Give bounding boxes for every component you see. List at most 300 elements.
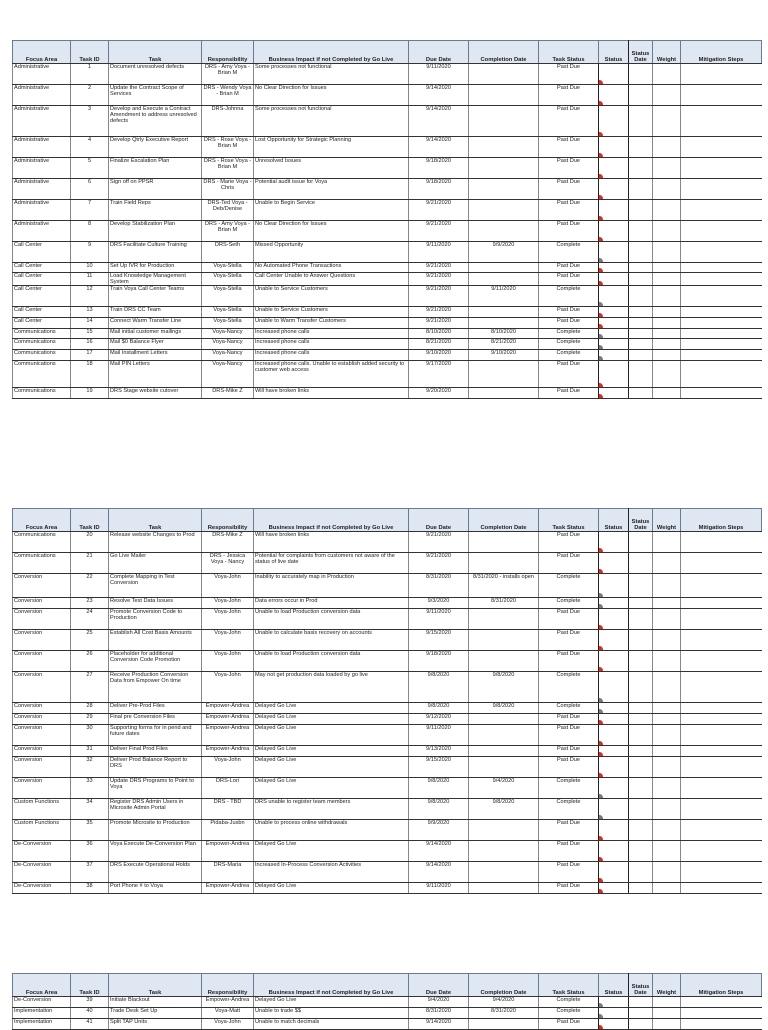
- task-id-cell: 16: [71, 339, 109, 350]
- mitigation-steps-cell: [681, 361, 762, 388]
- weight-cell: [653, 85, 681, 106]
- focus-area-cell: Custom Functions: [13, 820, 71, 841]
- task-id-cell: 26: [71, 651, 109, 672]
- mitigation-steps-cell: [681, 609, 762, 630]
- completion-date-cell: [469, 106, 539, 137]
- focus-area-cell: Administrative: [13, 179, 71, 200]
- status-date-cell: [629, 137, 653, 158]
- responsibility-cell: DRS-Lori: [202, 778, 254, 799]
- due-date-cell: 9/15/2020: [409, 630, 469, 651]
- mitigation-steps-cell: [681, 85, 762, 106]
- weight-cell: [653, 883, 681, 894]
- table-row: [13, 339, 762, 350]
- focus-area-cell: Conversion: [13, 630, 71, 651]
- task-id-cell: 10: [71, 263, 109, 273]
- focus-area-cell: Call Center: [13, 263, 71, 273]
- status-header: Status: [599, 41, 629, 64]
- status-cell: [599, 350, 629, 361]
- status-date-cell: [629, 286, 653, 307]
- responsibility-cell: Empower-Andrea: [202, 883, 254, 894]
- table-row: [13, 179, 762, 200]
- task-cell: Mail $0 Balance Flyer: [109, 339, 202, 350]
- weight-cell: [653, 746, 681, 757]
- completion-date-cell: 8/31/2020 - installs open: [469, 574, 539, 598]
- mitigation-steps-cell: [681, 532, 762, 553]
- business-impact-header: Business Impact if not Completed by Go Live: [254, 41, 409, 64]
- weight-header: Weight: [653, 974, 681, 997]
- focus-area-cell: Administrative: [13, 137, 71, 158]
- status-date-header: Status Date: [629, 41, 653, 64]
- task-status-cell: Past Due: [539, 361, 599, 388]
- task-cell: Establish All Cost Basis Amounts: [109, 630, 202, 651]
- table-row: [13, 997, 762, 1008]
- status-date-cell: [629, 883, 653, 894]
- due-date-cell: 9/14/2020: [409, 841, 469, 862]
- business-impact-cell: Unable to Warm Transfer Customers: [254, 318, 409, 329]
- task-id-cell: 41: [71, 1019, 109, 1030]
- task-id-cell: 34: [71, 799, 109, 820]
- completion-date-cell: 8/21/2020: [469, 339, 539, 350]
- due-date-cell: 9/21/2020: [409, 221, 469, 242]
- status-date-cell: [629, 307, 653, 318]
- status-date-cell: [629, 64, 653, 85]
- task-status-cell: Past Due: [539, 388, 599, 399]
- status-date-cell: [629, 841, 653, 862]
- task-id-cell: 9: [71, 242, 109, 263]
- task-cell: Split TAP Units: [109, 1019, 202, 1030]
- due-date-cell: 9/18/2020: [409, 158, 469, 179]
- task-status-cell: Past Due: [539, 273, 599, 286]
- task-id-cell: 33: [71, 778, 109, 799]
- focus-area-cell: Communications: [13, 532, 71, 553]
- task-cell: Finalize Escalation Plan: [109, 158, 202, 179]
- task-status-cell: Past Due: [539, 221, 599, 242]
- completion-date-cell: [469, 388, 539, 399]
- table-row: [13, 746, 762, 757]
- table-row: [13, 1019, 762, 1030]
- table-row: [13, 158, 762, 179]
- responsibility-cell: Empower-Andrea: [202, 714, 254, 725]
- task-status-cell: Past Due: [539, 862, 599, 883]
- task-status-cell: Past Due: [539, 64, 599, 85]
- business-impact-cell: Some processes not functional: [254, 106, 409, 137]
- mitigation-steps-cell: [681, 1019, 762, 1030]
- status-cell: [599, 339, 629, 350]
- due-date-cell: 9/17/2020: [409, 361, 469, 388]
- table-row: [13, 64, 762, 85]
- responsibility-cell: Voya-Nancy: [202, 329, 254, 339]
- status-date-cell: [629, 388, 653, 399]
- status-cell: [599, 286, 629, 307]
- table-row: [13, 820, 762, 841]
- task-status-cell: Complete: [539, 286, 599, 307]
- status-date-cell: [629, 574, 653, 598]
- business-impact-cell: Will have broken links: [254, 532, 409, 553]
- focus-area-cell: Communications: [13, 388, 71, 399]
- mitigation-steps-cell: [681, 307, 762, 318]
- responsibility-cell: Voya-John: [202, 574, 254, 598]
- task-id-cell: 18: [71, 361, 109, 388]
- task-id-cell: 7: [71, 200, 109, 221]
- task-status-cell: Past Due: [539, 820, 599, 841]
- mitigation-steps-cell: [681, 746, 762, 757]
- business-impact-cell: Unresolved Issues: [254, 158, 409, 179]
- focus-area-cell: Communications: [13, 329, 71, 339]
- status-cell: [599, 841, 629, 862]
- business-impact-cell: Unable to load Production conversion data: [254, 609, 409, 630]
- status-cell: [599, 630, 629, 651]
- status-cell: [599, 242, 629, 263]
- weight-cell: [653, 630, 681, 651]
- task-cell: Deliver Final Prod Files: [109, 746, 202, 757]
- weight-cell: [653, 609, 681, 630]
- responsibility-cell: DRS - Marie Voya - Chris: [202, 179, 254, 200]
- status-date-cell: [629, 862, 653, 883]
- task-cell: Develop and Execute a Contract Amendment to address unresolved defects: [109, 106, 202, 137]
- responsibility-cell: Voya-Stella: [202, 273, 254, 286]
- task-cell: Release website Changes to Prod: [109, 532, 202, 553]
- business-impact-cell: Unable to process online withdrawals: [254, 820, 409, 841]
- task-id-cell: 14: [71, 318, 109, 329]
- focus-area-cell: Communications: [13, 350, 71, 361]
- status-cell: [599, 85, 629, 106]
- task-cell: Set Up IVR for Production: [109, 263, 202, 273]
- task-cell: Load Knowledge Management System: [109, 273, 202, 286]
- status-cell: [599, 64, 629, 85]
- mitigation-steps-cell: [681, 388, 762, 399]
- status-cell: [599, 574, 629, 598]
- task-id-cell: 15: [71, 329, 109, 339]
- status-cell: [599, 532, 629, 553]
- status-cell: [599, 329, 629, 339]
- completion-date-cell: [469, 651, 539, 672]
- task-status-cell: Complete: [539, 242, 599, 263]
- weight-cell: [653, 672, 681, 703]
- task-status-header: Task Status: [539, 509, 599, 532]
- focus-area-cell: Call Center: [13, 318, 71, 329]
- task-status-cell: Past Due: [539, 609, 599, 630]
- status-date-cell: [629, 757, 653, 778]
- task-cell: Train Field Reps: [109, 200, 202, 221]
- mitigation-steps-cell: [681, 703, 762, 714]
- task-status-cell: Past Due: [539, 651, 599, 672]
- task-status-cell: Past Due: [539, 532, 599, 553]
- due-date-cell: 9/8/2020: [409, 672, 469, 703]
- due-date-cell: 9/20/2020: [409, 388, 469, 399]
- task-id-cell: 37: [71, 862, 109, 883]
- weight-cell: [653, 158, 681, 179]
- task-cell: Train DRS CC Team: [109, 307, 202, 318]
- mitigation-steps-cell: [681, 200, 762, 221]
- status-date-cell: [629, 553, 653, 574]
- focus-area-cell: Conversion: [13, 778, 71, 799]
- business-impact-cell: Some processes not functional: [254, 64, 409, 85]
- task-id-cell: 1: [71, 64, 109, 85]
- focus-area-cell: Conversion: [13, 672, 71, 703]
- business-impact-cell: No Clear Direction for Issues: [254, 221, 409, 242]
- weight-cell: [653, 651, 681, 672]
- task-status-cell: Past Due: [539, 746, 599, 757]
- completion-date-header: Completion Date: [469, 509, 539, 532]
- task-status-cell: Past Due: [539, 106, 599, 137]
- task-id-cell: 40: [71, 1008, 109, 1019]
- business-impact-cell: Unable to trade $$: [254, 1008, 409, 1019]
- status-date-cell: [629, 200, 653, 221]
- completion-date-header: Completion Date: [469, 974, 539, 997]
- due-date-cell: 9/13/2020: [409, 746, 469, 757]
- completion-date-cell: [469, 1019, 539, 1030]
- weight-cell: [653, 329, 681, 339]
- completion-date-cell: [469, 820, 539, 841]
- status-cell: [599, 553, 629, 574]
- task-cell: Deliver Prod Balance Report to DRS: [109, 757, 202, 778]
- focus-area-cell: Call Center: [13, 286, 71, 307]
- due-date-cell: 9/15/2020: [409, 757, 469, 778]
- weight-cell: [653, 242, 681, 263]
- status-date-cell: [629, 703, 653, 714]
- due-date-cell: 9/14/2020: [409, 106, 469, 137]
- due-date-cell: 9/9/2020: [409, 820, 469, 841]
- mitigation-steps-cell: [681, 630, 762, 651]
- completion-date-cell: 8/10/2020: [469, 329, 539, 339]
- task-status-cell: Complete: [539, 672, 599, 703]
- weight-cell: [653, 1008, 681, 1019]
- responsibility-cell: Voya-Nancy: [202, 339, 254, 350]
- task-cell: Develop Stabilization Plan: [109, 221, 202, 242]
- status-date-cell: [629, 242, 653, 263]
- responsibility-cell: Voya-Stella: [202, 263, 254, 273]
- task-cell: Mail PIN Letters: [109, 361, 202, 388]
- status-cell: [599, 862, 629, 883]
- status-cell: [599, 672, 629, 703]
- task-status-cell: Complete: [539, 799, 599, 820]
- table-section-2: [12, 508, 761, 894]
- due-date-cell: 9/14/2020: [409, 137, 469, 158]
- responsibility-cell: DRS - Rose Voya - Brian M: [202, 137, 254, 158]
- table-section-1: [12, 40, 761, 399]
- business-impact-cell: Delayed Go Live: [254, 997, 409, 1008]
- task-cell: Supporting forms for in pend and future dates: [109, 725, 202, 746]
- task-status-cell: Complete: [539, 703, 599, 714]
- task-status-cell: Past Due: [539, 137, 599, 158]
- due-date-header: Due Date: [409, 509, 469, 532]
- task-id-cell: 35: [71, 820, 109, 841]
- table-row: [13, 672, 762, 703]
- focus-area-cell: Administrative: [13, 106, 71, 137]
- weight-cell: [653, 200, 681, 221]
- responsibility-cell: DRS-Mike Z: [202, 388, 254, 399]
- task-status-cell: Past Due: [539, 883, 599, 894]
- status-cell: [599, 883, 629, 894]
- weight-cell: [653, 714, 681, 725]
- task-id-cell: 32: [71, 757, 109, 778]
- task-status-cell: Complete: [539, 339, 599, 350]
- mitigation-steps-cell: [681, 329, 762, 339]
- completion-date-cell: 8/31/2020: [469, 1008, 539, 1019]
- completion-date-cell: [469, 361, 539, 388]
- task-cell: Mail Installment Letters: [109, 350, 202, 361]
- completion-date-cell: [469, 64, 539, 85]
- task-id-cell: 12: [71, 286, 109, 307]
- table-row: [13, 841, 762, 862]
- due-date-cell: 9/21/2020: [409, 200, 469, 221]
- task-cell: Promote Conversion Code to Production: [109, 609, 202, 630]
- status-cell: [599, 1019, 629, 1030]
- completion-date-cell: [469, 200, 539, 221]
- business-impact-cell: Delayed Go Live: [254, 703, 409, 714]
- focus-area-cell: Conversion: [13, 746, 71, 757]
- status-date-cell: [629, 85, 653, 106]
- focus-area-cell: Administrative: [13, 158, 71, 179]
- task-cell: Mail initial customer mailings: [109, 329, 202, 339]
- task-cell: Go Live Mailer: [109, 553, 202, 574]
- weight-cell: [653, 532, 681, 553]
- mitigation-steps-cell: [681, 862, 762, 883]
- mitigation-steps-cell: [681, 997, 762, 1008]
- task-status-cell: Past Due: [539, 200, 599, 221]
- table-row: [13, 200, 762, 221]
- business-impact-cell: Delayed Go Live: [254, 746, 409, 757]
- business-impact-cell: Unable to load Production conversion data: [254, 651, 409, 672]
- status-cell: [599, 725, 629, 746]
- mitigation-steps-cell: [681, 841, 762, 862]
- task-id-cell: 23: [71, 598, 109, 609]
- task-id-cell: 13: [71, 307, 109, 318]
- weight-cell: [653, 820, 681, 841]
- status-date-cell: [629, 799, 653, 820]
- completion-date-cell: [469, 609, 539, 630]
- status-cell: [599, 388, 629, 399]
- due-date-cell: 9/11/2020: [409, 609, 469, 630]
- business-impact-cell: Unable to Service Customers: [254, 307, 409, 318]
- task-cell: Port Phone # to Voya: [109, 883, 202, 894]
- table-row: [13, 883, 762, 894]
- task-status-cell: Complete: [539, 598, 599, 609]
- status-date-cell: [629, 630, 653, 651]
- weight-cell: [653, 318, 681, 329]
- status-cell: [599, 273, 629, 286]
- completion-date-cell: [469, 263, 539, 273]
- due-date-cell: 9/21/2020: [409, 532, 469, 553]
- mitigation-steps-cell: [681, 273, 762, 286]
- weight-cell: [653, 1019, 681, 1030]
- status-cell: [599, 200, 629, 221]
- status-cell: [599, 820, 629, 841]
- due-date-cell: 9/12/2020: [409, 714, 469, 725]
- mitigation-steps-cell: [681, 106, 762, 137]
- completion-date-cell: 9/8/2020: [469, 672, 539, 703]
- due-date-cell: 9/8/2020: [409, 799, 469, 820]
- task-status-cell: Past Due: [539, 553, 599, 574]
- completion-date-cell: 9/4/2020: [469, 778, 539, 799]
- business-impact-cell: Delayed Go Live: [254, 725, 409, 746]
- completion-date-cell: [469, 307, 539, 318]
- business-impact-cell: Potential audit issue for Voya: [254, 179, 409, 200]
- table-row: [13, 85, 762, 106]
- business-impact-cell: Data errors occur in Prod: [254, 598, 409, 609]
- mitigation-steps-cell: [681, 221, 762, 242]
- status-cell: [599, 221, 629, 242]
- table-row: [13, 307, 762, 318]
- completion-date-cell: [469, 532, 539, 553]
- status-date-cell: [629, 350, 653, 361]
- focus-area-cell: Implementation: [13, 1008, 71, 1019]
- status-date-cell: [629, 318, 653, 329]
- mitigation-steps-cell: [681, 651, 762, 672]
- table-row: [13, 725, 762, 746]
- task-status-cell: Past Due: [539, 841, 599, 862]
- weight-cell: [653, 307, 681, 318]
- responsibility-cell: DRS - Jessica Voya - Nancy: [202, 553, 254, 574]
- due-date-cell: 9/21/2020: [409, 263, 469, 273]
- completion-date-cell: [469, 318, 539, 329]
- weight-cell: [653, 725, 681, 746]
- table-row: [13, 273, 762, 286]
- responsibility-cell: DRS-Ted Voya - Deb/Denise: [202, 200, 254, 221]
- mitigation-steps-header: Mitigation Steps: [681, 974, 762, 997]
- business-impact-cell: May not get production data loaded by go live: [254, 672, 409, 703]
- task-status-cell: Past Due: [539, 179, 599, 200]
- weight-cell: [653, 350, 681, 361]
- mitigation-steps-cell: [681, 574, 762, 598]
- weight-cell: [653, 263, 681, 273]
- task-cell: Train Voya Call Center Teams: [109, 286, 202, 307]
- weight-cell: [653, 553, 681, 574]
- business-impact-cell: DRS unable to register team members: [254, 799, 409, 820]
- status-date-cell: [629, 106, 653, 137]
- completion-date-cell: 9/8/2020: [469, 703, 539, 714]
- table-row: [13, 757, 762, 778]
- mitigation-steps-cell: [681, 778, 762, 799]
- task-table: [12, 973, 762, 1030]
- focus-area-header: Focus Area: [13, 974, 71, 997]
- responsibility-header: Responsibility: [202, 41, 254, 64]
- status-cell: [599, 307, 629, 318]
- completion-date-header: Completion Date: [469, 41, 539, 64]
- business-impact-cell: Unable to Service Customers: [254, 286, 409, 307]
- task-status-header: Task Status: [539, 41, 599, 64]
- weight-cell: [653, 361, 681, 388]
- business-impact-cell: Delayed Go Live: [254, 841, 409, 862]
- table-row: [13, 221, 762, 242]
- focus-area-cell: Conversion: [13, 725, 71, 746]
- due-date-cell: 9/18/2020: [409, 179, 469, 200]
- completion-date-cell: [469, 757, 539, 778]
- mitigation-steps-cell: [681, 339, 762, 350]
- weight-cell: [653, 137, 681, 158]
- completion-date-cell: [469, 725, 539, 746]
- task-cell: Initiate Blackout: [109, 997, 202, 1008]
- responsibility-cell: Voya-John: [202, 757, 254, 778]
- mitigation-steps-cell: [681, 714, 762, 725]
- task-cell: Deliver Pre-Prod Files: [109, 703, 202, 714]
- table-row: [13, 329, 762, 339]
- focus-area-cell: Implementation: [13, 1019, 71, 1030]
- mitigation-steps-cell: [681, 672, 762, 703]
- due-date-cell: 9/10/2020: [409, 350, 469, 361]
- status-date-cell: [629, 1019, 653, 1030]
- table-row: [13, 1008, 762, 1019]
- focus-area-cell: Conversion: [13, 574, 71, 598]
- task-id-cell: 6: [71, 179, 109, 200]
- responsibility-cell: Empower-Andrea: [202, 725, 254, 746]
- table-row: [13, 242, 762, 263]
- responsibility-cell: Empower-Andrea: [202, 703, 254, 714]
- business-impact-cell: Inability to accurately map in Production: [254, 574, 409, 598]
- table-row: [13, 609, 762, 630]
- responsibility-cell: Empower-Andrea: [202, 997, 254, 1008]
- status-date-cell: [629, 158, 653, 179]
